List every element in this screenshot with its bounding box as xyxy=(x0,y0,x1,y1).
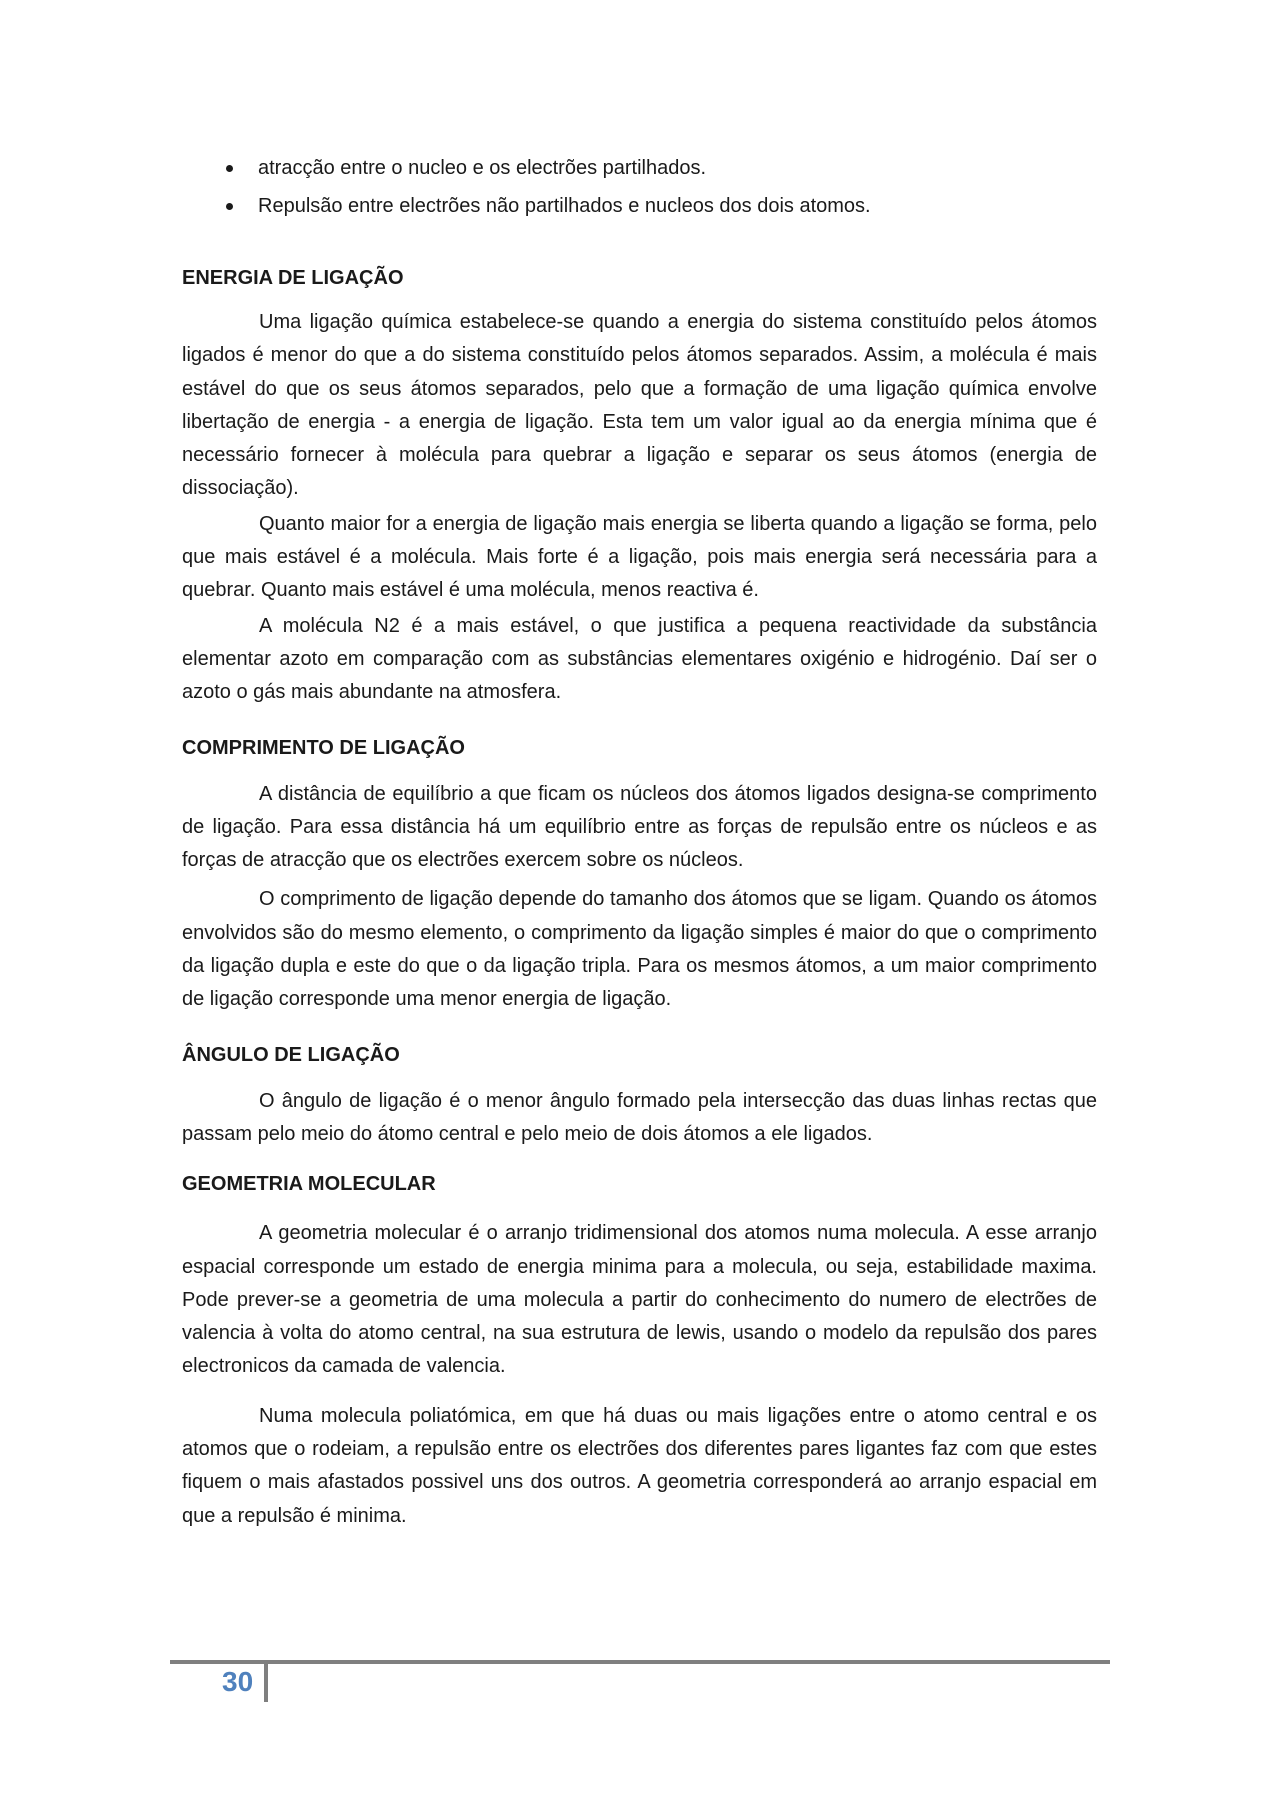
list-item xyxy=(182,153,1097,183)
paragraph: A molécula N2 é a mais estável, o que justifica a pequena reactividade da substância elementar azoto em comparação com as substâncias elementares oxigénio e hidrogénio. Daí ser o azoto o gás mais abundante na atmosfera. xyxy=(182,614,1097,704)
page-number: 30 xyxy=(222,1666,254,1697)
page-content xyxy=(182,153,1097,1533)
section-heading-comprimento: COMPRIMENTO DE LIGAÇÃO xyxy=(182,736,465,759)
paragraph: A geometria molecular é o arranjo tridimensional dos atomos numa molecula. A esse arranjo espacial corresponde um estado de energia minima para a molecula, ou seja, estabilidade maxima. Pode prever-se a geometria de uma molecula a partir do conhecimento do numero de electrões de valencia à volta do atomo central, na sua estrutura de lewis, usando o modelo da repulsão dos pares electronicos da camada de valencia. xyxy=(182,1222,1097,1378)
section-heading-geometria: GEOMETRIA MOLECULAR xyxy=(182,1173,436,1196)
paragraph: A distância de equilíbrio a que ficam os núcleos dos átomos ligados designa-se comprimento de ligação. Para essa distância há um equilíbrio entre as forças de repulsão entre os núcleos e as forças de atracção que os electrões exercem sobre os núcleos. xyxy=(182,782,1097,872)
bullet-list xyxy=(182,153,1097,221)
list-item xyxy=(182,191,1097,221)
paragraph: O comprimento de ligação depende do tamanho dos átomos que se ligam. Quando os átomos envolvidos são do mesmo elemento, o comprimento da ligação simples é maior do que o comprimento da ligação dupla e este do que o da ligação tripla. Para os mesmos átomos, a um maior comprimento de ligação corresponde uma menor energia de ligação. xyxy=(182,888,1097,1011)
bullet-icon xyxy=(226,165,233,172)
paragraph: Numa molecula poliatómica, em que há duas ou mais ligações entre o atomo central e os atomos que o rodeiam, a repulsão entre os electrões dos diferentes pares ligantes faz com que estes fiquem o mais afastados possivel uns dos outros. A geometria corresponderá ao arranjo espacial em que a repulsão é minima. xyxy=(182,1404,1097,1527)
footer-divider xyxy=(170,1660,1110,1664)
bullet-text: Repulsão entre electrões não partilhados e nucleos dos dois atomos. xyxy=(258,195,871,217)
paragraph: Uma ligação química estabelece-se quando a energia do sistema constituído pelos átomos ligados é menor do que a do sistema constituído pelos átomos separados. Assim, a molécula é mais estável do que os seus átomos separados, pelo que a formação de uma ligação química envolve libertação de energia - a energia de ligação. Esta tem um valor igual ao da energia mínima que é necessário fornecer à molécula para quebrar a ligação e separar os seus átomos (energia de dissociação). xyxy=(182,311,1097,500)
footer-vertical-bar xyxy=(264,1664,268,1702)
section-heading-angulo: ÂNGULO DE LIGAÇÃO xyxy=(182,1043,400,1066)
paragraph: O ângulo de ligação é o menor ângulo formado pela intersecção das duas linhas rectas que passam pelo meio do átomo central e pelo meio de dois átomos a ele ligados. xyxy=(182,1089,1097,1145)
section-heading-energia: ENERGIA DE LIGAÇÃO xyxy=(182,267,404,289)
paragraph: Quanto maior for a energia de ligação mais energia se liberta quando a ligação se forma, pelo que mais estável é a molécula. Mais forte é a ligação, pois mais energia será necessária para a quebrar. Quanto mais estável é uma molécula, menos reactiva é. xyxy=(182,512,1097,602)
bullet-text: atracção entre o nucleo e os electrões partilhados. xyxy=(258,157,707,179)
bullet-icon xyxy=(226,203,233,210)
